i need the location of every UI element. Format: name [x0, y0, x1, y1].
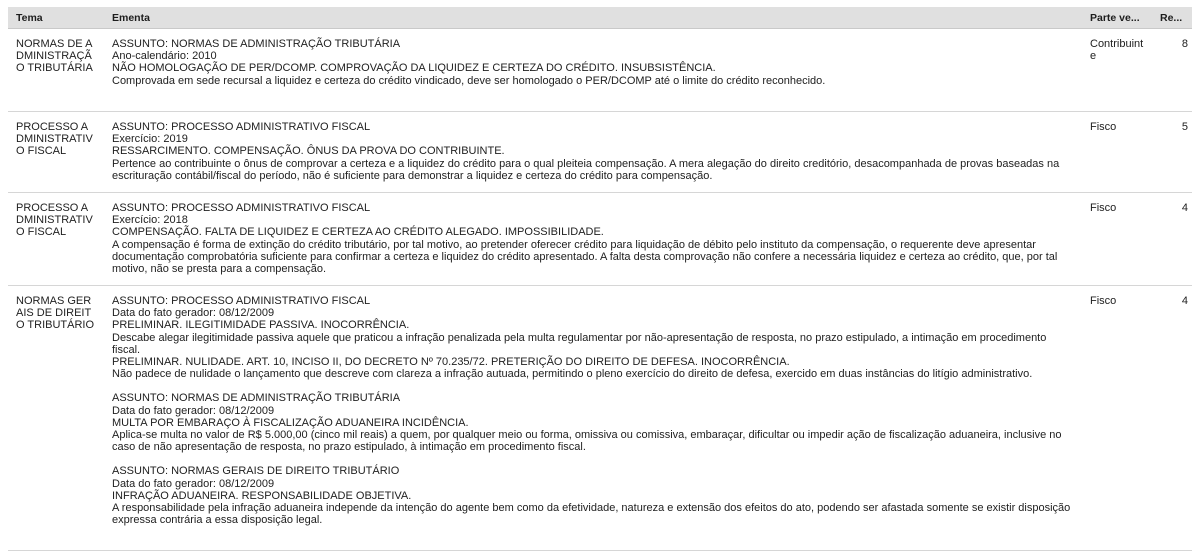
column-header-relator[interactable]: Re...: [1160, 12, 1183, 24]
table-row[interactable]: [8, 29, 1192, 112]
cell-parte-vencedora: Fisco: [1090, 202, 1117, 214]
cell-relator: 5: [1181, 121, 1188, 133]
ementa-line: ASSUNTO: PROCESSO ADMINISTRATIVO FISCAL: [112, 202, 371, 214]
ementa-line: ASSUNTO: PROCESSO ADMINISTRATIVO FISCAL: [112, 121, 371, 133]
cell-relator: 8: [1181, 38, 1188, 50]
cell-parte-vencedora: Fisco: [1090, 121, 1117, 133]
ementa-line: INFRAÇÃO ADUANEIRA. RESPONSABILIDADE OBJETIVA.: [112, 489, 412, 502]
ementa-line: Descabe alegar ilegitimidade passiva aquele que praticou a infração penalizada pela multa regulamentar por não-apresentação de resposta, no prazo estipulado, a intimação em procedimento fiscal.: [112, 331, 1047, 356]
ementa-line: A responsabilidade pela infração aduaneira independe da intenção do agente bem como da efetividade, natureza e extensão dos efeitos do ato, podendo ser afastada somente se existir disposição expressa contrária a essa disposição legal.: [112, 502, 1071, 527]
cell-ementa: [112, 38, 1072, 87]
ementa-line: ASSUNTO: NORMAS DE ADMINISTRAÇÃO TRIBUTÁRIA: [112, 38, 401, 50]
cell-relator: 4: [1181, 202, 1188, 214]
cell-parte-vencedora: Contribuinte: [1090, 38, 1144, 63]
cell-ementa: [112, 295, 1072, 526]
cell-tema: PROCESSO ADMINISTRATIVO FISCAL: [16, 121, 93, 158]
ementa-line: Exercício: 2018: [112, 214, 188, 227]
ementa-line: Exercício: 2019: [112, 133, 188, 146]
ementa-line: Ano-calendário: 2010: [112, 50, 217, 63]
column-header-parte[interactable]: Parte ve...: [1090, 12, 1140, 24]
cell-tema: NORMAS DE ADMINISTRAÇÃO TRIBUTÁRIA: [16, 38, 93, 75]
table-row[interactable]: [8, 286, 1192, 551]
ementa-block: [112, 392, 1072, 453]
ementa-line: A compensação é forma de extinção do crédito tributário, por tal motivo, ao pretender oferecer crédito para liquidação de débito pelo instituto da compensação, o requerente deve apresentar documentação comprobatória suficiente para confirmar a certeza e liquidez do crédito apresentado. A falta desta comprovação não confere a necessária liquidez e certeza ao crédito, que, por tal motivo, não se presta para a compensação.: [112, 238, 1058, 276]
cell-relator: 4: [1181, 295, 1188, 307]
column-header-ementa[interactable]: Ementa: [112, 12, 150, 24]
ementa-line: MULTA POR EMBARAÇO À FISCALIZAÇÃO ADUANEIRA INCIDÊNCIA.: [112, 416, 469, 429]
ementa-line: ASSUNTO: NORMAS GERAIS DE DIREITO TRIBUTÁRIO: [112, 465, 400, 478]
ementa-line: Data do fato gerador: 08/12/2009: [112, 307, 275, 320]
ementa-line: NÃO HOMOLOGAÇÃO DE PER/DCOMP. COMPROVAÇÃO DA LIQUIDEZ E CERTEZA DO CRÉDITO. INSUBSISTÊNCIA.: [112, 62, 716, 75]
cell-ementa: [112, 202, 1072, 275]
ementa-line: RESSARCIMENTO. COMPENSAÇÃO. ÔNUS DA PROVA DO CONTRIBUINTE.: [112, 145, 505, 158]
ementa-line: Pertence ao contribuinte o ônus de comprovar a certeza e a liquidez do crédito para o qual pleiteia compensação. A mera alegação do direito creditório, desacompanhada de provas baseadas na escrituração contábil/fiscal do período, não é suficiente para demonstrar a liquidez e certeza do crédito para compensação.: [112, 157, 1060, 182]
ementa-line: PRELIMINAR. NULIDADE. ART. 10, INCISO II, DO DECRETO Nº 70.235/72. PRETERIÇÃO DO DIREITO DE DEFESA. INOCORRÊNCIA.: [112, 356, 790, 369]
ementa-line: COMPENSAÇÃO. FALTA DE LIQUIDEZ E CERTEZA AO CRÉDITO ALEGADO. IMPOSSIBILIDADE.: [112, 226, 604, 239]
ementa-line: Aplica-se multa no valor de R$ 5.000,00 (cinco mil reais) a quem, por qualquer meio ou forma, omissiva ou comissiva, embaraçar, dificultar ou impedir ação de fiscalização aduaneira, inclusive no caso de não apresentação de resposta, no prazo estipulado, à intimação em procedimento fiscal.: [112, 429, 1062, 454]
ementa-line: Comprovada em sede recursal a liquidez e certeza do crédito vindicado, deve ser homologado o PER/DCOMP até o limite do crédito reconhecido.: [112, 74, 826, 87]
ementa-line: ASSUNTO: PROCESSO ADMINISTRATIVO FISCAL: [112, 295, 371, 307]
ementa-block: [112, 465, 1072, 526]
ementa-line: Data do fato gerador: 08/12/2009: [112, 404, 275, 417]
table-row[interactable]: [8, 193, 1192, 286]
cell-tema: PROCESSO ADMINISTRATIVO FISCAL: [16, 202, 93, 239]
cell-tema: NORMAS GERAIS DE DIREITO TRIBUTÁRIO: [16, 295, 95, 332]
ementa-block: [112, 202, 1072, 275]
ementa-line: Não padece de nulidade o lançamento que descreve com clareza a infração autuada, permitindo o pleno exercício do direito de defesa, exercido em duas instâncias do litígio administrativo.: [112, 368, 1033, 381]
table-header: [8, 7, 1192, 29]
ementa-block: [112, 38, 1072, 87]
results-table: [8, 7, 1192, 551]
ementa-line: Data do fato gerador: 08/12/2009: [112, 477, 275, 490]
cell-parte-vencedora: Fisco: [1090, 295, 1117, 307]
ementa-block: [112, 295, 1072, 380]
cell-ementa: [112, 121, 1072, 182]
table-row[interactable]: [8, 112, 1192, 193]
table-body: [8, 29, 1192, 551]
ementa-line: ASSUNTO: NORMAS DE ADMINISTRAÇÃO TRIBUTÁRIA: [112, 392, 401, 405]
ementa-block: [112, 121, 1072, 182]
ementa-line: PRELIMINAR. ILEGITIMIDADE PASSIVA. INOCORRÊNCIA.: [112, 319, 410, 332]
column-header-tema[interactable]: Tema: [16, 12, 43, 24]
